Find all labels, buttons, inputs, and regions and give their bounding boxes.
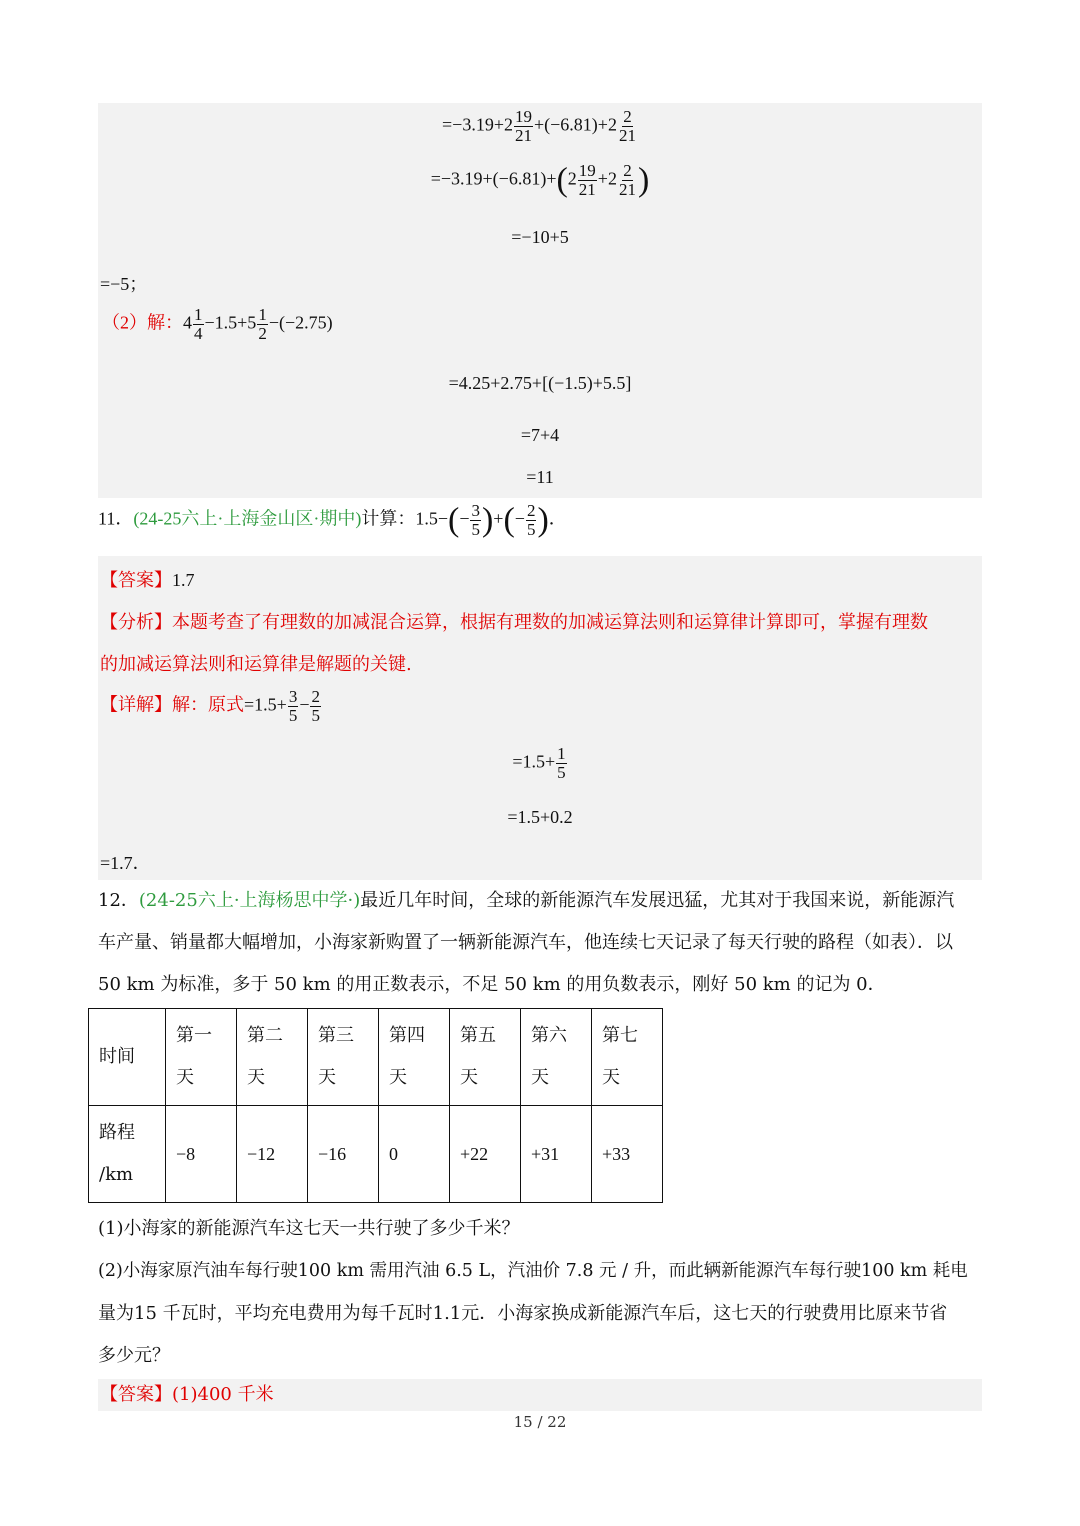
table-header-time: 时间 xyxy=(89,1009,166,1106)
q10-step3: =−10+5 xyxy=(511,227,569,247)
table-cell-day: 第一 天 xyxy=(166,1009,237,1106)
q11-detail-line2: =1.5+ $\frac{1}{5}$ xyxy=(512,744,566,782)
table-cell-day: 第四 天 xyxy=(379,1009,450,1106)
q12-source: (24-25六上·上海杨思中学·) xyxy=(138,890,361,911)
q11-source: (24-25六上·上海金山区·期中) xyxy=(133,508,362,529)
table-cell-value: 0 xyxy=(379,1106,450,1203)
q10-sub2: （2）解：4 $\frac{1}{4}$ −1.5+5 $\frac{1}{2}$ −(−2.75) xyxy=(102,305,333,343)
q12-sub2-line1: (2)小海家原汽油车每行驶100 km 需用汽油 6.5 L，汽油价 7.8 元 / 升，而此辆新能源汽车每行驶100 km 耗电 xyxy=(98,1261,968,1281)
table-cell-day: 第三 天 xyxy=(308,1009,379,1106)
table-row xyxy=(89,1106,663,1203)
q11-answer: 【答案】1.7 xyxy=(100,570,195,591)
table-cell-value: −16 xyxy=(308,1106,379,1203)
q11-detail-line4: =1.7． xyxy=(100,853,151,873)
q12-sub2-line3: 多少元？ xyxy=(98,1345,170,1366)
q11-analysis-line1: 【分析】本题考查了有理数的加减混合运算，根据有理数的加减运算法则和运算律计算即可，掌握有理数 xyxy=(100,612,928,633)
q12-sub1: (1)小海家的新能源汽车这七天一共行驶了多少千米？ xyxy=(98,1218,520,1239)
q11-detail-line3: =1.5+0.2 xyxy=(507,807,573,827)
q10-sub2-step2: =7+4 xyxy=(520,425,560,445)
table-cell-value: −12 xyxy=(237,1106,308,1203)
table-row xyxy=(89,1009,663,1106)
q10-sub2-label: （2）解： xyxy=(102,312,183,333)
q10-result1: =−5； xyxy=(100,274,148,294)
q12-text-line3: 50 km 为标准，多于 50 km 的用正数表示，不足 50 km 的用负数表示，刚好 50 km 的记为 0． xyxy=(98,974,886,995)
page-number: 15 / 22 xyxy=(513,1413,567,1431)
table-cell-day: 第六 天 xyxy=(521,1009,592,1106)
table-cell-value: +33 xyxy=(592,1106,663,1203)
table-cell-value: −8 xyxy=(166,1106,237,1203)
table-cell-day: 第五 天 xyxy=(450,1009,521,1106)
table-header-distance: 路程 /km xyxy=(89,1106,166,1203)
q11-question: 11．(24-25六上·上海金山区·期中)计算：1.5−(− $\frac{3}{5}$ )+(− $\frac{2}{5}$ )． xyxy=(98,501,567,539)
table-cell-day: 第二 天 xyxy=(237,1009,308,1106)
q12-sub2-line2: 量为15 千瓦时，平均充电费用为每千瓦时1.1元．小海家换成新能源汽车后，这七天的行驶费用比原来节省 xyxy=(98,1303,948,1324)
table-cell-value: +22 xyxy=(450,1106,521,1203)
q10-sub2-step1: =4.25+2.75+[(−1.5)+5.5] xyxy=(448,373,632,393)
q11-detail-line1: 【详解】解：原式=1.5+ $\frac{3}{5}$ − $\frac{2}{5}$ xyxy=(100,687,320,725)
table-cell-day: 第七 天 xyxy=(592,1009,663,1106)
q12-text-line1: 12．(24-25六上·上海杨思中学·)最近几年时间，全球的新能源汽车发展迅猛，尤其对于我国来说，新能源汽 xyxy=(98,890,955,911)
table-cell-value: +31 xyxy=(521,1106,592,1203)
q10-step1: =−3.19+2 $\frac{19}{21}$ +(−6.81)+2 $\frac{2}{21}$ xyxy=(442,107,636,145)
q10-step2: =−3.19+(−6.81)+(2 $\frac{19}{21}$ +2 $\frac{2}{21}$ ) xyxy=(430,161,650,199)
q12-text-line2: 车产量、销量都大幅增加，小海家新购置了一辆新能源汽车，他连续七天记录了每天行驶的路程（如表）．以 xyxy=(98,932,953,953)
q10-sub2-step3: =11 xyxy=(526,467,554,487)
q11-analysis-line2: 的加减运算法则和运算律是解题的关键. xyxy=(100,654,412,675)
q12-answer: 【答案】(1)400 千米 xyxy=(100,1384,274,1405)
distance-table xyxy=(88,1008,663,1203)
